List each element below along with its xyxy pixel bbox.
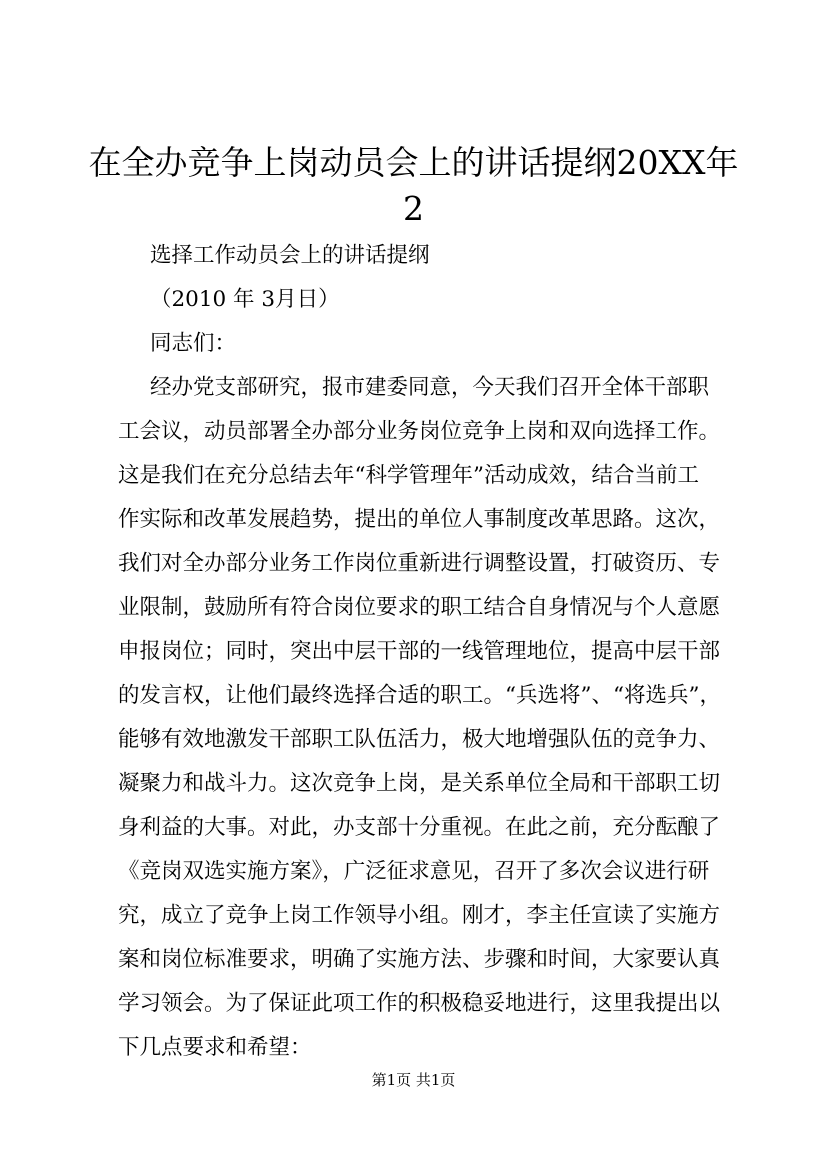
body-line: 工会议，动员部署全办部分业务岗位竞争上岗和双向选择工作。 — [118, 419, 721, 444]
body-line: 业限制，鼓励所有符合岗位要求的职工结合自身情况与个人意愿 — [118, 595, 721, 620]
body-line: 经办党支部研究，报市建委同意，今天我们召开全体干部职 — [150, 375, 710, 400]
salutation: 同志们： — [150, 331, 237, 356]
title-line-2: 2 — [403, 189, 424, 228]
page-footer: 第1页 共1页 — [371, 1071, 456, 1089]
body-line: 身利益的大事。对此，办支部十分重视。在此之前，充分酝酿了 — [118, 815, 721, 840]
title-line-1: 在全办竞争上岗动员会上的讲话提纲20XX年 — [88, 143, 739, 182]
body-line: 下几点要求和希望： — [118, 1035, 312, 1060]
body-line: 作实际和改革发展趋势，提出的单位人事制度改革思路。这次， — [118, 507, 721, 532]
body-line: 这是我们在充分总结去年“科学管理年”活动成效，结合当前工 — [118, 463, 699, 488]
body-line: 我们对全办部分业务工作岗位重新进行调整设置，打破资历、专 — [118, 551, 721, 576]
body-line: 能够有效地激发干部职工队伍活力，极大地增强队伍的竞争力、 — [118, 727, 721, 752]
body-line: 《竞岗双选实施方案》，广泛征求意见，召开了多次会议进行研 — [118, 859, 710, 884]
body-line: 凝聚力和战斗力。这次竞争上岗，是关系单位全局和干部职工切 — [118, 771, 721, 796]
body-line: 案和岗位标准要求，明确了实施方法、步骤和时间，大家要认真 — [118, 947, 721, 972]
body-line: 的发言权，让他们最终选择合适的职工。“兵选将”、“将选兵”， — [118, 683, 721, 708]
body-line: 学习领会。为了保证此项工作的积极稳妥地进行，这里我提出以 — [118, 991, 721, 1016]
subtitle: 选择工作动员会上的讲话提纲 — [150, 243, 430, 268]
date-line: （2010 年 3月日） — [150, 287, 340, 312]
body-line: 究，成立了竞争上岗工作领导小组。刚才，李主任宣读了实施方 — [118, 903, 721, 928]
body-line: 申报岗位；同时，突出中层干部的一线管理地位，提高中层干部 — [118, 639, 721, 664]
document-title — [60, 140, 767, 232]
